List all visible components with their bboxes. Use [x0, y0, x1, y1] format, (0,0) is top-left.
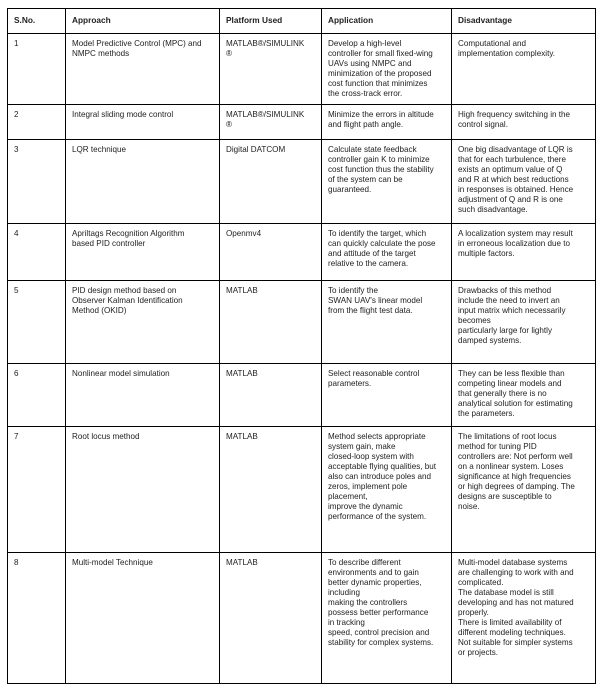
cell-disadvantage: Drawbacks of this method include the need to invert an input matrix which necessarily becomes particularly large for lightly damped systems. — [452, 280, 596, 363]
cell-approach: LQR technique — [66, 140, 220, 223]
cell-disadvantage: One big disadvantage of LQR is that for each turbulence, there exists an optimum value of Q and R at which best reductions in responses is obtained. Hence adjustment of Q and R is one such disadvantage. — [452, 140, 596, 223]
cell-approach: Nonlinear model simulation — [66, 363, 220, 426]
header-application: Application — [322, 9, 452, 34]
cell-sno: 8 — [8, 552, 66, 683]
cell-application: To identify the SWAN UAV's linear model from the flight test data. — [322, 280, 452, 363]
header-platform: Platform Used — [220, 9, 322, 34]
header-disadvantage: Disadvantage — [452, 9, 596, 34]
cell-platform: MATLAB — [220, 280, 322, 363]
cell-disadvantage: Multi-model database systems are challenging to work with and complicated. The database model is still developing and has not matured properly. There is limited availability of different modeling techniques. Not suitable for simpler systems or projects. — [452, 552, 596, 683]
cell-disadvantage: High frequency switching in the control signal. — [452, 105, 596, 140]
cell-sno: 7 — [8, 427, 66, 552]
cell-disadvantage: They can be less flexible than competing linear models and that generally there is no analytical solution for estimating the parameters. — [452, 363, 596, 426]
table-row — [8, 427, 596, 552]
comparison-table — [7, 8, 596, 684]
cell-sno: 3 — [8, 140, 66, 223]
cell-application: To identify the target, which can quickly calculate the pose and attitude of the target relative to the camera. — [322, 223, 452, 280]
cell-platform: Openmv4 — [220, 223, 322, 280]
cell-approach: Root locus method — [66, 427, 220, 552]
cell-sno: 4 — [8, 223, 66, 280]
cell-platform: MATLAB — [220, 363, 322, 426]
cell-application: To describe different environments and to gain better dynamic properties, including making the controllers possess better performance in tracking speed, control precision and stability for complex systems. — [322, 552, 452, 683]
header-row — [8, 9, 596, 34]
cell-approach: Multi-model Technique — [66, 552, 220, 683]
cell-application: Minimize the errors in altitude and flight path angle. — [322, 105, 452, 140]
table-row — [8, 363, 596, 426]
cell-approach: Model Predictive Control (MPC) and NMPC methods — [66, 34, 220, 105]
table-row — [8, 280, 596, 363]
cell-platform: MATLAB — [220, 552, 322, 683]
cell-sno: 6 — [8, 363, 66, 426]
table-row — [8, 105, 596, 140]
cell-sno: 1 — [8, 34, 66, 105]
cell-disadvantage: The limitations of root locus method for tuning PID controllers are: Not perform well on a nonlinear system. Loses significance at high frequencies or high degrees of damping. The designs are susceptible to noise. — [452, 427, 596, 552]
cell-sno: 5 — [8, 280, 66, 363]
cell-platform: MATLAB®/SIMULINK ® — [220, 34, 322, 105]
cell-application: Develop a high-level controller for small fixed-wing UAVs using NMPC and minimization of the proposed cost function that minimizes the cross-track error. — [322, 34, 452, 105]
cell-application: Method selects appropriate system gain, make closed-loop system with acceptable flying qualities, but also can introduce poles and zeros, implement pole placement, improve the dynamic performance of the system. — [322, 427, 452, 552]
cell-application: Select reasonable control parameters. — [322, 363, 452, 426]
table-row — [8, 223, 596, 280]
cell-approach: Integral sliding mode control — [66, 105, 220, 140]
cell-disadvantage: Computational and implementation complexity. — [452, 34, 596, 105]
cell-application: Calculate state feedback controller gain K to minimize cost function thus the stability of the system can be guaranteed. — [322, 140, 452, 223]
cell-platform: MATLAB — [220, 427, 322, 552]
header-approach: Approach — [66, 9, 220, 34]
cell-approach: Apriltags Recognition Algorithm based PID controller — [66, 223, 220, 280]
table-row — [8, 552, 596, 683]
cell-platform: MATLAB®/SIMULINK ® — [220, 105, 322, 140]
table-row — [8, 34, 596, 105]
table-row — [8, 140, 596, 223]
cell-approach: PID design method based on Observer Kalman Identification Method (OKID) — [66, 280, 220, 363]
cell-sno: 2 — [8, 105, 66, 140]
cell-disadvantage: A localization system may result in erroneous localization due to multiple factors. — [452, 223, 596, 280]
cell-platform: Digital DATCOM — [220, 140, 322, 223]
header-sno: S.No. — [8, 9, 66, 34]
